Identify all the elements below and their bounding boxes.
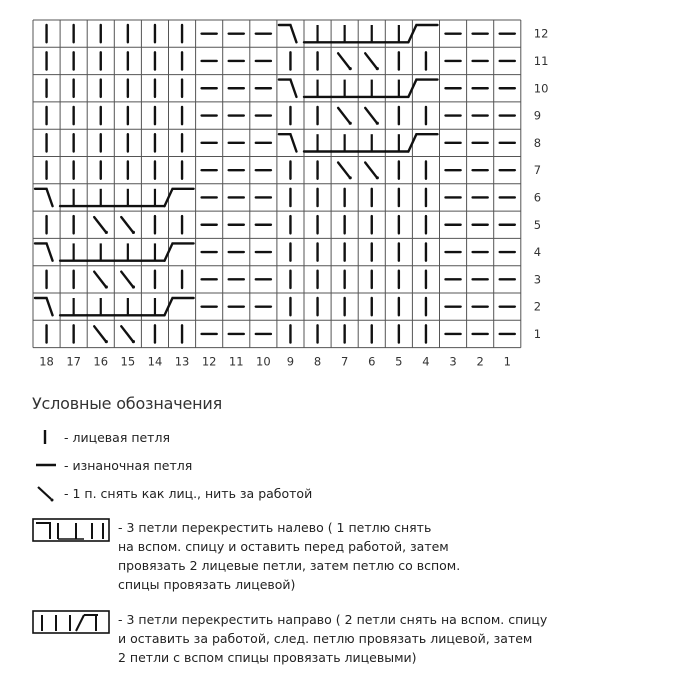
slip-stitch xyxy=(94,272,105,286)
column-number: 16 xyxy=(93,354,109,369)
cable-left-stitch xyxy=(279,134,297,151)
row-number: 5 xyxy=(533,217,542,232)
column-number: 12 xyxy=(201,354,217,369)
slip-stitch xyxy=(365,53,376,67)
column-number: 8 xyxy=(313,354,322,369)
column-number: 9 xyxy=(286,354,295,369)
cable-left-stitch xyxy=(279,25,297,42)
slip-stitch-dot xyxy=(376,176,379,179)
row-number: 10 xyxy=(533,81,549,96)
slip-stitch-dot xyxy=(349,67,352,70)
column-number: 13 xyxy=(174,354,190,369)
row-number: 11 xyxy=(533,53,549,68)
slip-stitch xyxy=(338,53,349,67)
cable-left-stitch xyxy=(279,80,297,97)
legend-purl: - изнаночная петля xyxy=(32,456,192,474)
cable-left-symbol-icon xyxy=(32,518,112,542)
row-number: 7 xyxy=(533,163,542,178)
slip-stitch-dot xyxy=(376,122,379,125)
slip-stitch-dot xyxy=(376,67,379,70)
cable-left-stitch xyxy=(35,298,53,315)
cable-left-stitch xyxy=(35,189,53,206)
purl-symbol-icon xyxy=(32,456,58,474)
column-number: 2 xyxy=(476,354,484,369)
column-number: 1 xyxy=(503,354,511,369)
row-number: 12 xyxy=(533,26,549,41)
slip-stitch xyxy=(338,163,349,177)
slip-stitch xyxy=(121,217,132,231)
legend-title: Условные обозначения xyxy=(32,394,223,413)
legend-knit: - лицевая петля xyxy=(32,428,170,446)
slip-stitch-icon xyxy=(32,484,58,502)
slip-stitch-dot xyxy=(132,285,135,288)
slip-stitch-dot xyxy=(132,231,135,234)
cable-right-symbol-icon xyxy=(32,610,112,634)
column-number: 3 xyxy=(449,354,457,369)
slip-stitch xyxy=(121,272,132,286)
column-number: 17 xyxy=(66,354,81,369)
column-number: 6 xyxy=(368,354,376,369)
slip-stitch xyxy=(365,163,376,177)
slip-stitch xyxy=(338,108,349,122)
column-number: 10 xyxy=(256,354,271,369)
column-number: 14 xyxy=(147,354,163,369)
column-number: 15 xyxy=(120,354,136,369)
slip-stitch-dot xyxy=(105,285,108,288)
knit-symbol-icon xyxy=(32,428,58,446)
slip-stitch-dot xyxy=(349,122,352,125)
row-number: 2 xyxy=(533,299,542,314)
row-number: 6 xyxy=(533,190,542,205)
slip-stitch xyxy=(94,326,105,340)
legend-slip: - 1 п. снять как лиц., нить за работой xyxy=(32,484,312,502)
column-number: 7 xyxy=(340,354,349,369)
slip-stitch-dot xyxy=(349,176,352,179)
row-number: 9 xyxy=(533,108,542,123)
slip-stitch-dot xyxy=(105,340,108,343)
slip-stitch xyxy=(121,326,132,340)
cable-left-stitch xyxy=(35,243,53,260)
column-number: 5 xyxy=(395,354,403,369)
column-number: 18 xyxy=(39,354,54,369)
slip-stitch xyxy=(94,217,105,231)
slip-stitch-dot xyxy=(105,231,108,234)
slip-stitch xyxy=(365,108,376,122)
row-number: 8 xyxy=(533,135,542,150)
slip-stitch-dot xyxy=(132,340,135,343)
row-number: 3 xyxy=(533,272,542,287)
row-number: 4 xyxy=(533,245,542,260)
column-number: 11 xyxy=(228,354,244,369)
row-number: 1 xyxy=(533,326,542,341)
column-number: 4 xyxy=(422,354,430,369)
